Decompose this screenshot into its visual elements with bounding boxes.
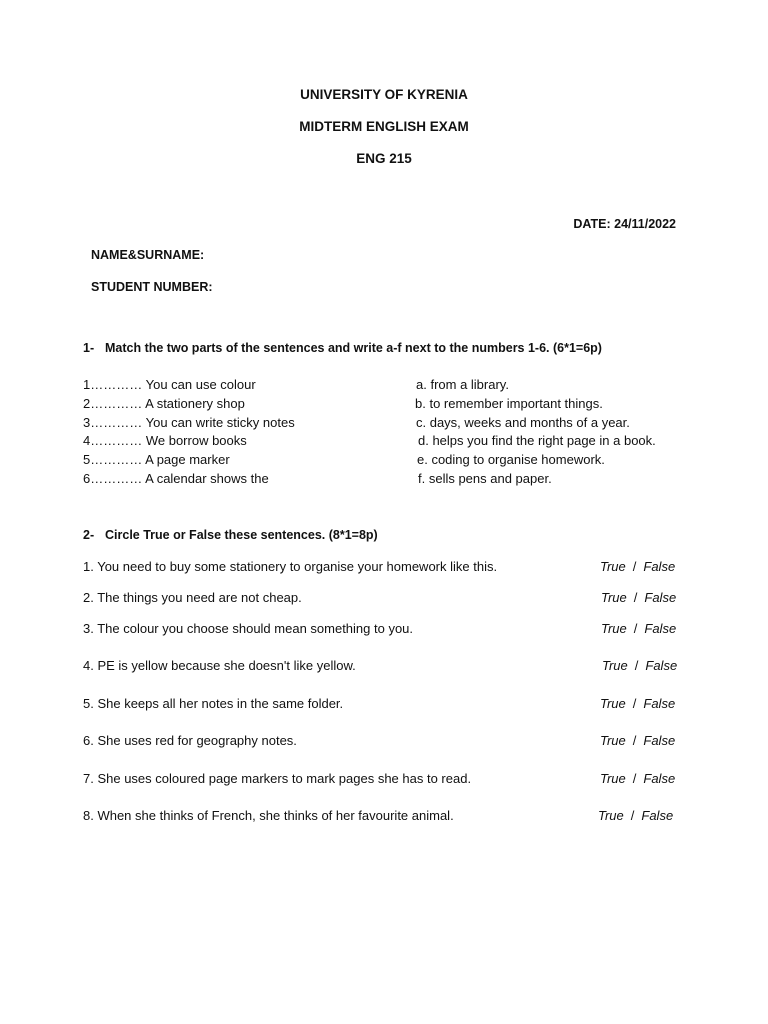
true-false-statement: 7. She uses coloured page markers to mark pages she has to read.	[83, 771, 472, 786]
section1-number: 1-	[83, 341, 95, 355]
false-option[interactable]: False	[643, 771, 676, 786]
true-option[interactable]: True	[601, 590, 627, 605]
option-separator: /	[630, 808, 635, 823]
section2-heading	[83, 528, 378, 542]
section1-instruction: Match the two parts of the sentences and write a-f next to the numbers 1-6. (6*1=6p)	[105, 341, 602, 355]
university-title: UNIVERSITY OF KYRENIA	[300, 87, 468, 102]
name-surname-label: NAME&SURNAME:	[91, 248, 205, 262]
true-option[interactable]: True	[601, 621, 627, 636]
match-left-item: 6………… A calendar shows the	[83, 471, 269, 486]
true-false-choice	[602, 658, 677, 673]
false-option[interactable]: False	[643, 733, 676, 748]
false-option[interactable]: False	[641, 808, 674, 823]
true-option[interactable]: True	[600, 733, 626, 748]
true-false-choice	[600, 733, 675, 748]
match-left-item: 2………… A stationery shop	[83, 396, 245, 411]
false-option[interactable]: False	[644, 590, 677, 605]
match-right-item: a. from a library.	[416, 377, 509, 392]
false-option[interactable]: False	[643, 696, 676, 711]
match-right-item: e. coding to organise homework.	[417, 452, 605, 467]
false-option[interactable]: False	[645, 658, 678, 673]
exam-title: MIDTERM ENGLISH EXAM	[299, 119, 469, 134]
true-false-statement: 8. When she thinks of French, she thinks of her favourite animal.	[83, 808, 454, 823]
true-false-statement: 5. She keeps all her notes in the same folder.	[83, 696, 344, 711]
true-option[interactable]: True	[600, 559, 626, 574]
true-false-statement: 1. You need to buy some stationery to organise your homework like this.	[83, 559, 498, 574]
match-left-item: 5………… A page marker	[83, 452, 230, 467]
match-left-item: 1………… You can use colour	[83, 377, 256, 392]
option-separator: /	[632, 559, 637, 574]
section2-number: 2-	[83, 528, 95, 542]
match-right-item: b. to remember important things.	[415, 396, 603, 411]
section2-instruction: Circle True or False these sentences. (8*1=8p)	[105, 528, 378, 542]
true-option[interactable]: True	[598, 808, 624, 823]
true-false-choice	[598, 808, 673, 823]
true-option[interactable]: True	[600, 696, 626, 711]
true-false-statement: 4. PE is yellow because she doesn't like yellow.	[83, 658, 356, 673]
true-false-choice	[600, 771, 675, 786]
match-right-item: d. helps you find the right page in a book.	[418, 433, 656, 448]
option-separator: /	[633, 590, 638, 605]
true-option[interactable]: True	[602, 658, 628, 673]
match-left-item: 3………… You can write sticky notes	[83, 415, 295, 430]
false-option[interactable]: False	[643, 559, 676, 574]
option-separator: /	[632, 696, 637, 711]
option-separator: /	[633, 621, 638, 636]
true-false-choice	[600, 559, 675, 574]
option-separator: /	[632, 771, 637, 786]
true-false-statement: 2. The things you need are not cheap.	[83, 590, 302, 605]
section1-heading	[83, 341, 602, 355]
exam-date: DATE: 24/11/2022	[573, 217, 676, 231]
option-separator: /	[634, 658, 639, 673]
match-right-item: c. days, weeks and months of a year.	[416, 415, 630, 430]
option-separator: /	[632, 733, 637, 748]
match-right-item: f. sells pens and paper.	[418, 471, 552, 486]
student-number-label: STUDENT NUMBER:	[91, 280, 213, 294]
true-false-statement: 6. She uses red for geography notes.	[83, 733, 297, 748]
true-false-choice	[600, 696, 675, 711]
course-code: ENG 215	[356, 151, 412, 166]
true-false-choice	[601, 590, 676, 605]
match-left-item: 4………… We borrow books	[83, 433, 247, 448]
true-option[interactable]: True	[600, 771, 626, 786]
true-false-choice	[601, 621, 676, 636]
true-false-statement: 3. The colour you choose should mean something to you.	[83, 621, 414, 636]
false-option[interactable]: False	[644, 621, 677, 636]
